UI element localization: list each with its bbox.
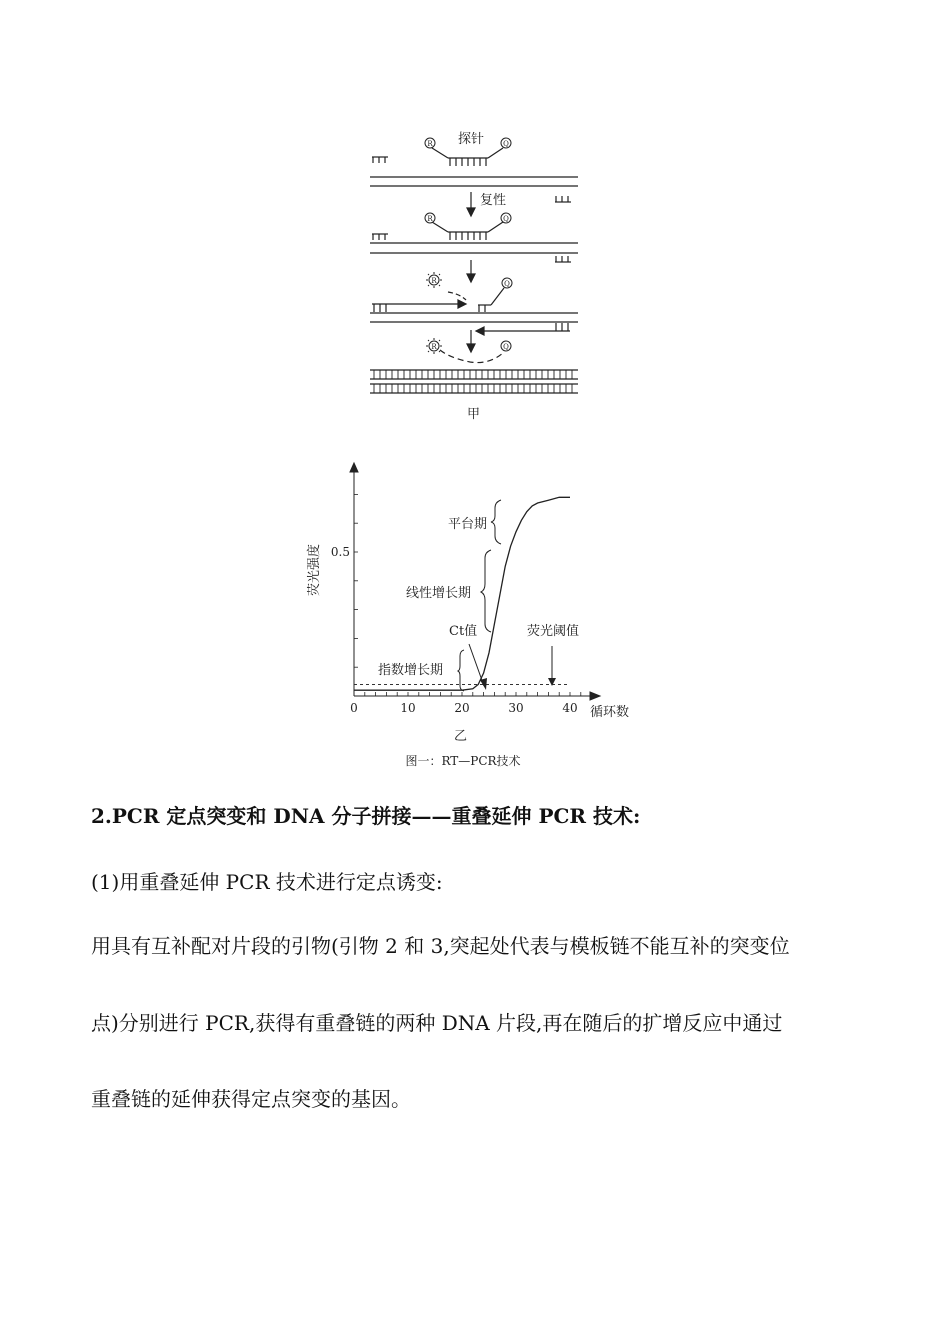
quencher-letter: Q xyxy=(503,343,509,351)
figure-jia-caption: 甲 xyxy=(467,407,481,422)
reporter-letter: R xyxy=(431,343,437,351)
quencher-letter: Q xyxy=(504,280,510,288)
x-tick-label: 30 xyxy=(508,701,524,715)
probe-label: 探针 xyxy=(458,132,485,147)
x-tick-label: 20 xyxy=(454,701,470,715)
denature-label: 复性 xyxy=(480,193,507,208)
x-axis-label: 循环数 xyxy=(590,705,630,720)
plateau-brace xyxy=(491,500,501,544)
y-axis-arrow xyxy=(350,463,358,472)
linear-label: 线性增长期 xyxy=(406,586,472,601)
reporter-letter: R xyxy=(427,215,433,223)
x-axis-arrow xyxy=(590,692,600,700)
paragraph-line-1: (1)用重叠延伸 PCR 技术进行定点诱变: xyxy=(91,870,443,894)
plateau-label: 平台期 xyxy=(448,517,488,532)
x-tick-label: 10 xyxy=(400,701,416,715)
fluorescence-chart-svg xyxy=(298,460,648,772)
figure-fluorescence-chart xyxy=(298,460,648,772)
x-tick-label: 0 xyxy=(350,701,358,715)
linear-brace xyxy=(481,550,491,632)
threshold-label: 荧光阈值 xyxy=(527,624,580,639)
ct-label: Ct值 xyxy=(449,624,478,639)
reporter-letter: R xyxy=(427,140,433,148)
paragraph-line-4: 重叠链的延伸获得定点突变的基因。 xyxy=(91,1087,411,1111)
stage1-primer-left xyxy=(372,157,388,163)
figure-caption: 图一：RT—PCR技术 xyxy=(405,754,521,768)
y-axis-label: 荧光强度 xyxy=(307,543,322,597)
figure-probe-schematic xyxy=(360,122,590,424)
x-tick-label: 40 xyxy=(562,701,578,715)
probe-schematic-svg xyxy=(360,122,590,424)
exponential-label: 指数增长期 xyxy=(378,663,444,678)
paragraph-line-2: 用具有互补配对片段的引物(引物 2 和 3,突起处代表与模板链不能互补的突变位 xyxy=(91,934,790,958)
section-heading: 2.PCR 定点突变和 DNA 分子拼接——重叠延伸 PCR 技术: xyxy=(91,804,641,828)
paragraph-line-3: 点)分别进行 PCR,获得有重叠链的两种 DNA 片段,再在随后的扩增反应中通过 xyxy=(91,1011,783,1035)
quencher-letter: Q xyxy=(503,140,509,148)
reporter-letter: R xyxy=(431,277,437,285)
quencher-letter: Q xyxy=(503,215,509,223)
y-tick-label: 0.5 xyxy=(330,545,350,559)
figure-yi-caption: 乙 xyxy=(454,729,468,744)
